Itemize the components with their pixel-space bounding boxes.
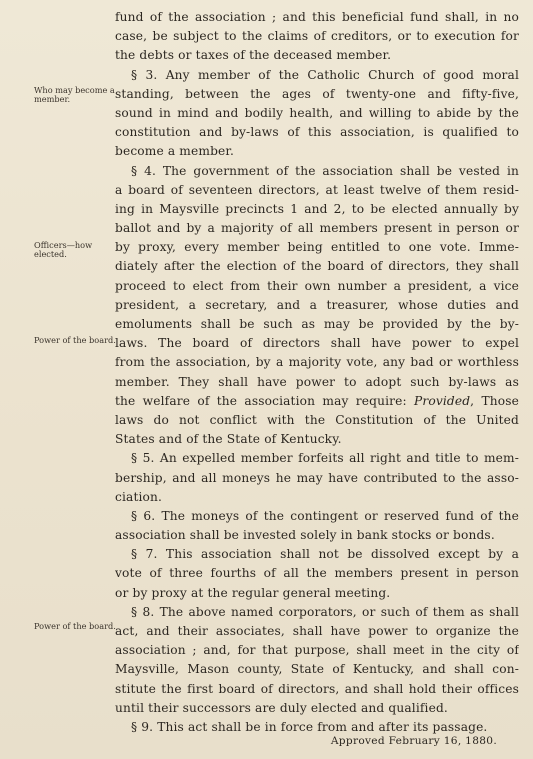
main-text — [115, 8, 519, 737]
text-line: a board of seventeen directors, at least twelve of them resid- — [115, 182, 519, 197]
text-line: by proxy, every member being entitled to one vote. Imme- — [115, 240, 519, 255]
section-4-start: § 4. The government of the association shall be vested in — [131, 163, 519, 178]
section-8-start: § 8. The above named corporators, or such of them as shall — [131, 604, 519, 619]
text-line: from the association, by a majority vote, any bad or worthless — [115, 355, 519, 370]
text-line: ciation. — [115, 489, 163, 504]
text-line: become a member. — [115, 144, 235, 159]
text-line: sound in mind and bodily health, and willing to abide by the — [115, 105, 519, 120]
text-line: diately after the election of the board of directors, they shall — [115, 259, 519, 274]
margin-note: Power of the board. — [34, 621, 116, 631]
text-line: member. They shall have power to adopt such by-laws as — [115, 374, 519, 389]
text-line: ballot and by a majority of all members present in person or — [115, 221, 519, 236]
text-line: bership, and all moneys he may have contributed to the asso- — [115, 470, 519, 485]
text-line: association ; and, for that purpose, shall meet in the city of — [115, 643, 519, 658]
text-line: or by proxy at the regular general meeting. — [115, 585, 391, 600]
section-6-start: § 6. The moneys of the contingent or reserved fund of the — [131, 508, 519, 523]
text-line: stitute the first board of directors, and shall hold their offices — [115, 681, 519, 696]
text-line: president, a secretary, and a treasurer, whose duties and — [115, 297, 519, 312]
section-5-start: § 5. An expelled member forfeits all right and title to mem- — [131, 451, 519, 466]
text-line: case, be subject to the claims of creditors, or to execution for — [115, 29, 519, 44]
section-7-start: § 7. This association shall not be dissolved except by a — [131, 547, 519, 562]
text-line: the debts or taxes of the deceased member. — [115, 48, 392, 63]
text-line: act, and their associates, shall have power to organize the — [115, 624, 519, 638]
text-line: ing in Maysville precincts 1 and 2, to be elected annually by — [115, 201, 519, 216]
text-line: vote of three fourths of all the members present in person — [115, 566, 519, 581]
text-line: proceed to elect from their own number a president, a vice — [115, 278, 519, 293]
section-9-start: § 9. This act shall be in force from and after its passage. — [131, 719, 488, 734]
section-3-start: § 3. Any member of the Catholic Church of good moral — [131, 67, 519, 82]
text-line: fund of the association ; and this beneficial fund shall, in no — [115, 10, 519, 24]
text-line: constitution and by-laws of this association, is qualified to — [115, 125, 519, 140]
text-line: Maysville, Mason county, State of Kentucky, and shall con- — [115, 662, 519, 677]
text-line: until their successors are duly elected and qualified. — [115, 700, 448, 715]
margin-note: Officers—how elected. — [34, 240, 93, 259]
italic-word: Provided — [414, 393, 471, 408]
margin-note: Power of the board. — [34, 335, 116, 345]
text-line: laws. The board of directors shall have power to expel — [115, 336, 519, 351]
text-line: laws do not conflict with the Constitution of the United — [115, 412, 519, 427]
margin-note: Who may become a member. — [34, 85, 115, 104]
text-line: standing, between the ages of twenty-one and fifty-five, — [115, 86, 519, 101]
text-line: emoluments shall be such as may be provided by the by- — [115, 317, 519, 331]
text-line: the welfare of the association may require: Provided, Those — [115, 393, 519, 408]
text-line: States and of the State of Kentucky. — [115, 432, 342, 447]
text-line: association shall be invested solely in bank stocks or bonds. — [115, 528, 495, 543]
approval-date: Approved February 16, 1880. — [330, 735, 497, 747]
